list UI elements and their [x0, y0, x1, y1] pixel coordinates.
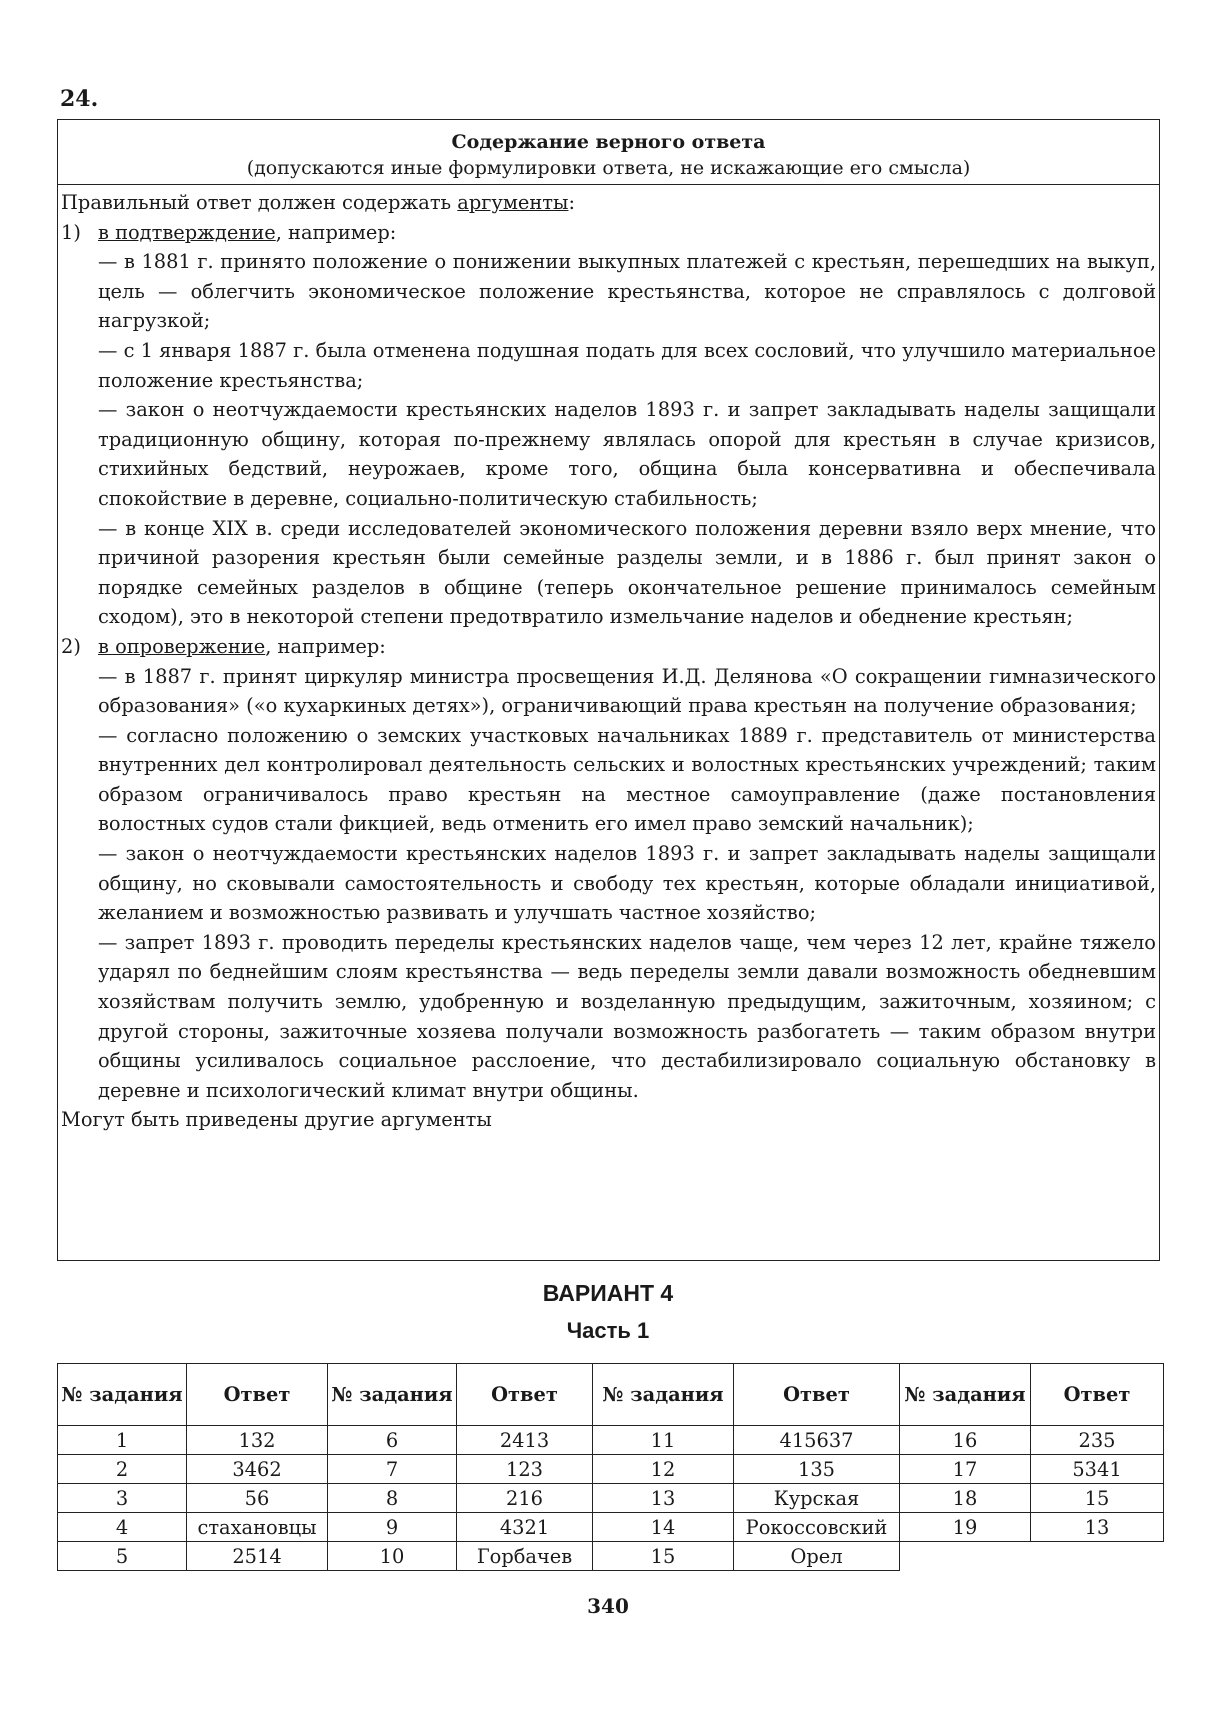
table-row — [58, 1426, 1164, 1455]
criteria-title: Содержание верного ответа — [451, 131, 766, 153]
answers-table — [57, 1363, 1164, 1571]
answer-cell: 5341 — [1031, 1455, 1164, 1484]
question-number: 24. — [60, 86, 99, 112]
answer-cell: 56 — [187, 1484, 328, 1513]
answer-cell: 123 — [457, 1455, 593, 1484]
argument-item: — запрет 1893 г. проводить переделы крестьянских наделов чаще, чем через 12 лет, крайне тяжело ударял по беднейшим слоям крестьянства — ведь переделы земли давали возможность обедневшим хозяйствам получить землю, удобренную и возделанную предыдущим, зажиточным, хозяином; с другой стороны, зажиточные хозяева получали возможность разбогатеть — таким образом внутри общины усиливалось социальное расслоение, что дестабилизировало социальную обстановку в деревне и психологический климат внутри общины. — [98, 930, 1156, 1102]
part-title: Часть 1 — [566, 1318, 650, 1343]
criteria-header — [58, 120, 1159, 185]
table-header-row — [58, 1364, 1164, 1426]
task-cell: 12 — [593, 1455, 734, 1484]
intro-suffix: : — [568, 191, 576, 214]
table-row — [58, 1542, 1164, 1571]
task-cell: 4 — [58, 1513, 187, 1542]
task-cell: 6 — [328, 1426, 457, 1455]
intro-prefix: Правильный ответ должен содержать — [61, 191, 458, 214]
section-heading — [98, 632, 1156, 662]
empty-cell — [900, 1542, 1031, 1571]
criteria-subtitle: (допускаются иные формулировки ответа, не искажающие его смысла) — [246, 157, 971, 179]
criteria-body — [58, 185, 1159, 1135]
answer-cell: 132 — [187, 1426, 328, 1455]
answer-cell: 15 — [1031, 1484, 1164, 1513]
empty-cell — [1031, 1542, 1164, 1571]
task-cell: 9 — [328, 1513, 457, 1542]
section-label: в подтверждение — [98, 220, 276, 244]
answer-cell: 2413 — [457, 1426, 593, 1455]
table-row — [58, 1455, 1164, 1484]
task-cell: 10 — [328, 1542, 457, 1571]
answer-cell: стахановцы — [187, 1513, 328, 1542]
answer-cell: Рокоссовский — [734, 1513, 900, 1542]
argument-item: — в 1881 г. принято положение о понижении выкупных платежей с крестьян, перешедших на выкуп, цель — облегчить экономическое положение крестьянства, которое не справлялось с долговой нагрузкой; — [98, 250, 1156, 333]
section-refutation — [61, 632, 1156, 662]
task-cell: 2 — [58, 1455, 187, 1484]
section-label: в опровержение — [98, 634, 266, 658]
answer-cell: 216 — [457, 1484, 593, 1513]
answer-cell: 2514 — [187, 1542, 328, 1571]
section-number: 1) — [61, 220, 81, 244]
task-cell: 1 — [58, 1426, 187, 1455]
argument-item: — закон о неотчуждаемости крестьянских наделов 1893 г. и запрет закладывать наделы защищали общину, но сковывали самостоятельность и свободу тех крестьян, которые обладали инициативой, желанием и возможностью развивать и улучшать частное хозяйство; — [98, 842, 1156, 925]
task-cell: 18 — [900, 1484, 1031, 1513]
task-cell: 13 — [593, 1484, 734, 1513]
section-heading — [98, 218, 1156, 248]
task-cell: 19 — [900, 1513, 1031, 1542]
answer-cell: 415637 — [734, 1426, 900, 1455]
answer-cell: Орел — [734, 1542, 900, 1571]
col-answer: Ответ — [734, 1364, 900, 1426]
argument-item: — согласно положению о земских участковых начальниках 1889 г. представитель от министерства внутренних дел контролировал деятельность сельских и волостных крестьянских учреждений; таким образом ограничивалось право крестьян на местное самоуправление (даже постановления волостных судов стали фикцией, ведь отменить его имел право земский начальник); — [98, 723, 1156, 836]
answer-criteria-box — [57, 119, 1160, 1261]
intro-underlined: аргументы — [457, 191, 569, 214]
col-task: № задания — [593, 1364, 734, 1426]
page-number: 340 — [587, 1594, 629, 1618]
col-answer: Ответ — [187, 1364, 328, 1426]
task-cell: 16 — [900, 1426, 1031, 1455]
col-answer: Ответ — [457, 1364, 593, 1426]
col-task: № задания — [900, 1364, 1031, 1426]
argument-item: — закон о неотчуждаемости крестьянских наделов 1893 г. и запрет закладывать наделы защищали традиционную общину, которая по-прежнему являлась опорой для крестьян в случае кризисов, стихийных бедствий, неурожаев, кроме того, община была консервативна и обеспечивала спокойствие в деревне, социально-политическую стабильность; — [98, 398, 1156, 510]
task-cell: 3 — [58, 1484, 187, 1513]
intro-line — [61, 188, 1156, 218]
variant-title: ВАРИАНТ 4 — [542, 1280, 674, 1306]
section-confirmation — [61, 218, 1156, 248]
section-suffix: , например: — [275, 220, 397, 244]
argument-item: — в 1887 г. принят циркуляр министра просвещения И.Д. Делянова «О сокращении гимназического образования» («о кухаркиных детях»), ограничивающий права крестьян на получение образования; — [98, 664, 1156, 718]
task-cell: 14 — [593, 1513, 734, 1542]
answer-cell: 235 — [1031, 1426, 1164, 1455]
table-row — [58, 1484, 1164, 1513]
answer-cell: 4321 — [457, 1513, 593, 1542]
argument-item: — в конце XIX в. среди исследователей экономического положения деревни взяло верх мнение, что причиной разорения крестьян были семейные разделы земли, и в 1886 г. был принят закон о порядке семейных разделов в общине (теперь окончательное решение принималось семейным сходом), это в некоторой степени предотвратило измельчание наделов и обеднение крестьян; — [98, 516, 1156, 629]
section-number: 2) — [61, 634, 81, 658]
task-cell: 15 — [593, 1542, 734, 1571]
task-cell: 17 — [900, 1455, 1031, 1484]
task-cell: 8 — [328, 1484, 457, 1513]
section-suffix: , например: — [265, 634, 386, 658]
col-task: № задания — [58, 1364, 187, 1426]
task-cell: 5 — [58, 1542, 187, 1571]
col-answer: Ответ — [1031, 1364, 1164, 1426]
answer-cell: 13 — [1031, 1513, 1164, 1542]
task-cell: 7 — [328, 1455, 457, 1484]
task-cell: 11 — [593, 1426, 734, 1455]
table-row — [58, 1513, 1164, 1542]
answer-cell: Горбачев — [457, 1542, 593, 1571]
answer-cell: Курская — [734, 1484, 900, 1513]
footer-note: Могут быть приведены другие аргументы — [61, 1108, 492, 1132]
answer-cell: 135 — [734, 1455, 900, 1484]
argument-item: — с 1 января 1887 г. была отменена подушная подать для всех сословий, что улучшило материальное положение крестьянства; — [98, 338, 1156, 392]
answer-cell: 3462 — [187, 1455, 328, 1484]
col-task: № задания — [328, 1364, 457, 1426]
